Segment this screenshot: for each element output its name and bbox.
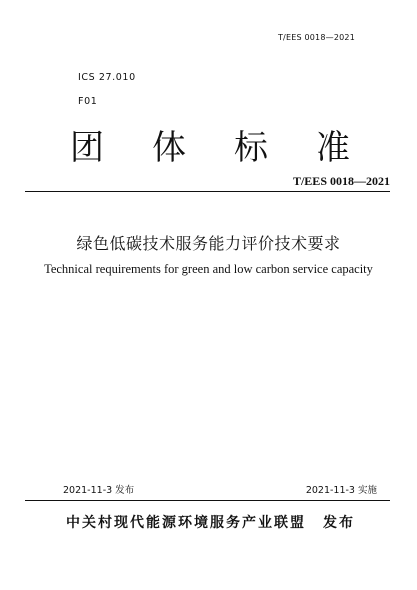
ccs-code: F01 bbox=[78, 96, 98, 107]
title-char-3: 标 bbox=[234, 128, 268, 168]
publish-label: 发布 bbox=[323, 515, 355, 531]
header-doc-code: T/EES 0018—2021 bbox=[277, 33, 355, 42]
implement-date: 2021-11-3 实施 bbox=[305, 485, 377, 496]
title-char-1: 团 bbox=[70, 128, 104, 168]
document-title-en: Technical requirements for green and low carbon service capacity bbox=[44, 262, 373, 276]
title-char-2: 体 bbox=[152, 128, 186, 168]
publisher-name: 中关村现代能源环境服务产业联盟 bbox=[66, 515, 306, 531]
top-divider bbox=[25, 191, 390, 192]
title-char-4: 准 bbox=[316, 128, 350, 168]
bottom-divider bbox=[25, 500, 390, 501]
standard-code: T/EES 0018—2021 bbox=[292, 174, 390, 188]
group-standard-title bbox=[70, 128, 350, 168]
issue-date: 2021-11-3 发布 bbox=[63, 485, 135, 496]
ics-code: ICS 27.010 bbox=[78, 72, 136, 83]
document-title-cn: 绿色低碳技术服务能力评价技术要求 bbox=[76, 234, 341, 253]
